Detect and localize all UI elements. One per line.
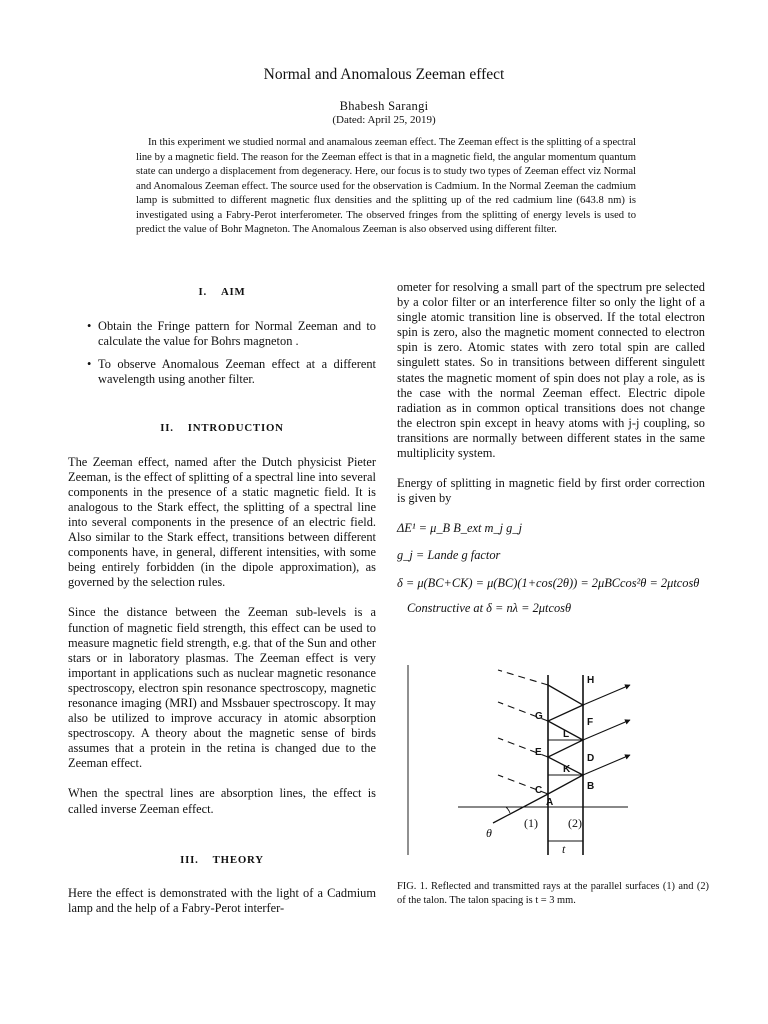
abstract: In this experiment we studied normal and anamalous zeeman effect. The Zeeman effect is the splitting of a spectral line by a magnetic field. The reason for the Zeeman effect is that in a magnetic field, the angular momentum quantum state can undergo a displacement from degeneracy. Here, our focus is to study two types of Zeeman effect viz Normal and Anomalous Zeeman effect. The source used for the observation is Cadmium. In the Normal Zeeman the cadmium lamp is submitted to different magnetic flux densities and the splitting up of the red cadmium line (643.8 nm) is investigated using a Fabry-Perot interferometer. The observed fringes from the splitting of energy levels is used to predict the value of Bohr Magneton. The Anomalous Zeeman is also observed using different filter. bbox=[136, 137, 636, 235]
intro-paragraph: When the spectral lines are absorption lines, the effect is called inverse Zeeman effect. bbox=[68, 786, 376, 816]
section-number: II. bbox=[160, 422, 174, 435]
label-surface-2: (2) bbox=[568, 816, 582, 830]
label-theta: θ bbox=[486, 826, 492, 840]
label-a: A bbox=[546, 797, 554, 808]
section-heading-theory bbox=[68, 853, 376, 868]
section-title: AIM bbox=[220, 286, 246, 298]
section-heading-introduction bbox=[68, 421, 376, 436]
intro-paragraph: The Zeeman effect, named after the Dutch physicist Pieter Zeeman, is the effect of splitting of a spectral line into several components in the presence of a static magnetic field. It is analogous to the Stark effect, the splitting of a spectral line into several components in the presence of an electric field. Also similar to the Stark effect, transitions between different components have, in general, different intensities, with some being entirely forbidden (in the dipole approximation), as governed by the selection rules. bbox=[68, 454, 376, 590]
paper-title: Normal and Anomalous Zeeman effect bbox=[263, 66, 505, 83]
label-g: G bbox=[535, 711, 543, 722]
section-heading-aim bbox=[68, 285, 376, 300]
aim-item bbox=[68, 319, 376, 349]
reflected-ray-top bbox=[498, 670, 548, 685]
bullet-icon: • bbox=[87, 319, 92, 334]
paper-date: (Dated: April 25, 2019) bbox=[332, 114, 436, 126]
intro-paragraph: Since the distance between the Zeeman sub-levels is a function of magnetic field strength, this effect can be used to measure magnetic field strength, e.g. that of the Sun and other stars or in laboratory plasmas. The Zeeman effect is very important in applications such as nuclear magnetic resonance spectroscopy, electron spin resonance spectroscopy, magnetic resonance imaging (MRI) and Mssbauer spectroscopy. It may also be utilized to improve accuracy in atomic absorption spectroscopy. A theory about the magnetic sense of birds assumes that a protein in the retina is changed due to the Zeeman effect. bbox=[68, 605, 376, 771]
label-l: L bbox=[563, 729, 570, 740]
section-number: I. bbox=[198, 286, 207, 298]
equation-constructive: Constructive at δ = nλ = 2μtcosθ bbox=[407, 600, 572, 615]
aim-list bbox=[68, 319, 376, 387]
equation-lande: g_j = Lande g factor bbox=[397, 548, 501, 563]
angle-arc bbox=[506, 807, 510, 813]
equation-energy: ΔE¹ = μ_B B_ext m_j g_j bbox=[397, 521, 523, 536]
figure-caption: FIG. 1. Reflected and transmitted rays at the parallel surfaces (1) and (2) of the talon. The talon spacing is t = 3 mm. bbox=[397, 881, 709, 906]
label-h: H bbox=[587, 675, 595, 686]
bullet-icon: • bbox=[87, 357, 92, 372]
label-e: E bbox=[535, 747, 542, 758]
energy-text: Energy of splitting in magnetic field by first order correction is given by bbox=[397, 476, 705, 506]
left-column bbox=[68, 285, 376, 916]
aim-item-text: Obtain the Fringe pattern for Normal Zeeman and to calculate the value for Bohrs magneton . bbox=[98, 319, 376, 349]
fabry-perot-diagram bbox=[398, 665, 698, 860]
transmitted-ray-h bbox=[583, 685, 630, 705]
theory-paragraph: Here the effect is demonstrated with the light of a Cadmium lamp and the help of a Fabry-Perot interfer- bbox=[68, 885, 376, 915]
label-d: D bbox=[587, 753, 595, 764]
section-title: INTRODUCTION bbox=[187, 422, 284, 435]
label-f: F bbox=[587, 717, 594, 728]
label-k: K bbox=[563, 764, 571, 775]
aim-item-text: To observe Anomalous Zeeman effect at a different wavelength using another filter. bbox=[98, 357, 376, 387]
label-b: B bbox=[587, 781, 595, 792]
label-spacing: t bbox=[562, 842, 566, 856]
section-number: III. bbox=[180, 853, 199, 866]
right-column bbox=[397, 280, 705, 616]
label-surface-1: (1) bbox=[524, 816, 538, 830]
aim-item bbox=[68, 357, 376, 387]
label-c: C bbox=[535, 785, 543, 796]
section-title: THEORY bbox=[212, 853, 264, 866]
paper-author: Bhabesh Sarangi bbox=[339, 99, 429, 113]
theory-paragraph-continued: ometer for resolving a small part of the spectrum pre selected by a color filter or an interference filter so only the light of a single atomic transition line is observed. If the total electron spin is zero, also the magnetic moment connected to electron spin is zero. Atomic states with zero total spin are called singulett states. So in transitions between different singulett states the magnetic moment of spin does not play a role, as is the case with the normal Zeeman effect. Electric dipole radiation as in common optical transitions does not change the electron spin except in heavy atoms with j-j coupling, so transitions are normally between different states in the same multiplicity system. bbox=[397, 280, 705, 461]
equation-path-difference: δ = μ(BC+CK) = μ(BC)(1+cos(2θ)) = 2μBCcos²θ = 2μtcosθ bbox=[397, 575, 700, 590]
